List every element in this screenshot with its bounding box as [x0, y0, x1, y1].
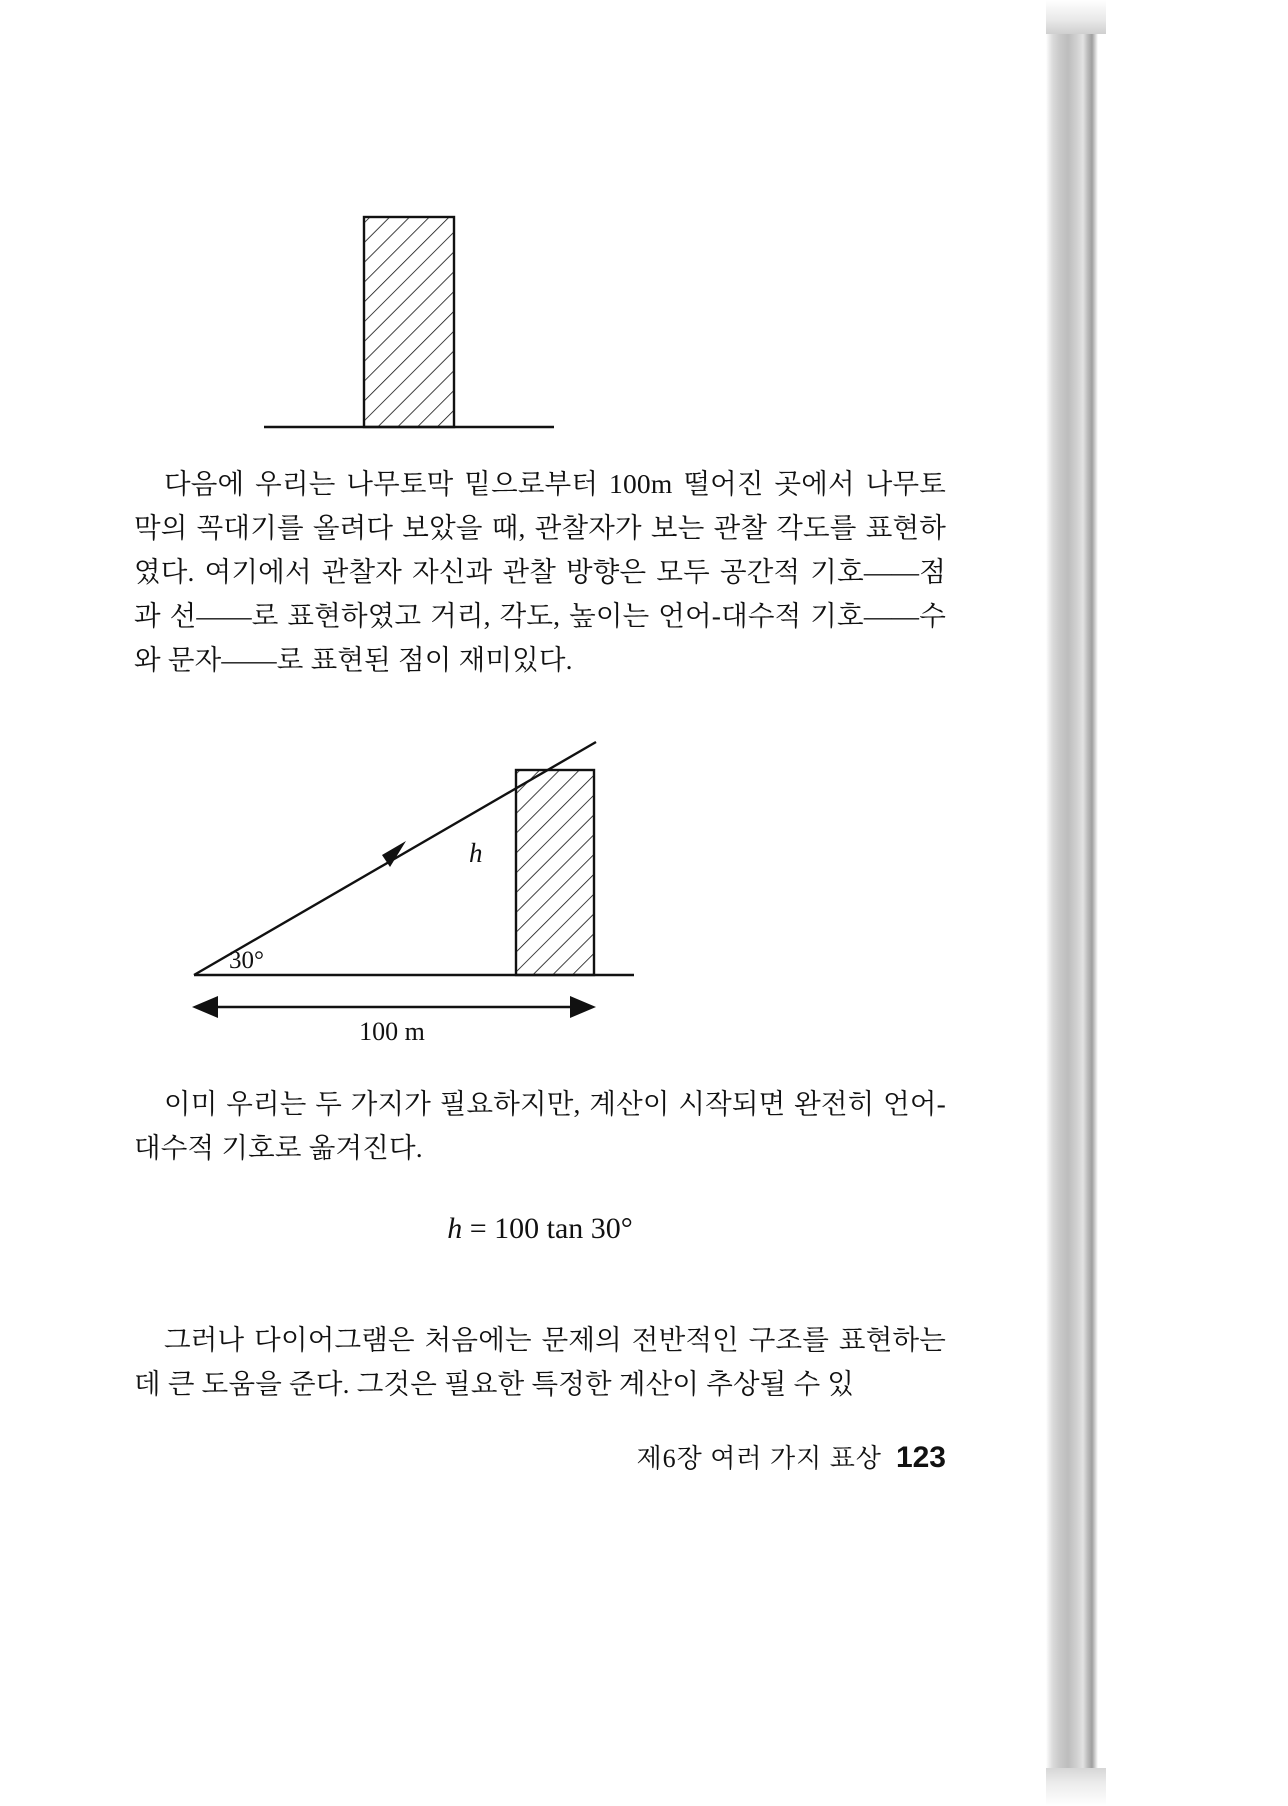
- paragraph-2-text: 이미 우리는 두 가지가 필요하지만, 계산이 시작되면 완전히 언어-대수적 기호로 옮겨진다.: [134, 1088, 946, 1163]
- paragraph-2-container: [134, 1082, 946, 1170]
- paragraph-3-container: [134, 1318, 946, 1406]
- paragraph-1-container: [134, 462, 946, 682]
- page-footer: [134, 1438, 946, 1475]
- book-page-edge: [1046, 0, 1288, 1806]
- height-label: h: [469, 838, 483, 868]
- angle-label: 30°: [229, 947, 264, 974]
- figure-wood-block-svg: [134, 195, 944, 445]
- figure-elevation-triangle-svg: [134, 700, 944, 1060]
- equation-operator: =: [469, 1212, 487, 1245]
- figure-wood-block: [134, 195, 944, 445]
- equation-lhs: h: [447, 1212, 463, 1245]
- distance-arrow-left: [192, 996, 218, 1018]
- footer-chapter-title: 제6장 여러 가지 표상: [636, 1444, 882, 1473]
- paragraph-1: [134, 462, 946, 682]
- book-page-edge-bottom-highlight: [1046, 1768, 1106, 1806]
- footer-page-number: 123: [895, 1441, 946, 1474]
- figure-elevation-triangle: [134, 700, 944, 1060]
- equation-rhs: 100 tan 30°: [494, 1212, 633, 1245]
- paragraph-2: [134, 1082, 946, 1170]
- equation-line: [134, 1212, 946, 1246]
- paragraph-1-text: 다음에 우리는 나무토막 밑으로부터 100m 떨어진 곳에서 나무토막의 꼭대기를 올려다 보았을 때, 관찰자가 보는 관찰 각도를 표현하였다. 여기에서 관찰자 자신과 관찰 방향은 모두 공간적 기호——점과 선——로 표현하였고 거리, 각도, 높이는 언어-대수적 기호——수와 문자——로 표현된 점이 재미있다.: [134, 468, 946, 675]
- wood-block-shape-2: [516, 770, 594, 975]
- book-page-edge-top-highlight: [1046, 0, 1106, 34]
- distance-label: 100 m: [359, 1017, 425, 1046]
- distance-arrow-right: [570, 996, 596, 1018]
- wood-block-shape: [364, 217, 454, 427]
- paragraph-3: [134, 1318, 946, 1406]
- paragraph-3-text: 그러나 다이어그램은 처음에는 문제의 전반적인 구조를 표현하는 데 큰 도움을 준다. 그것은 필요한 특정한 계산이 추상될 수 있: [134, 1324, 946, 1399]
